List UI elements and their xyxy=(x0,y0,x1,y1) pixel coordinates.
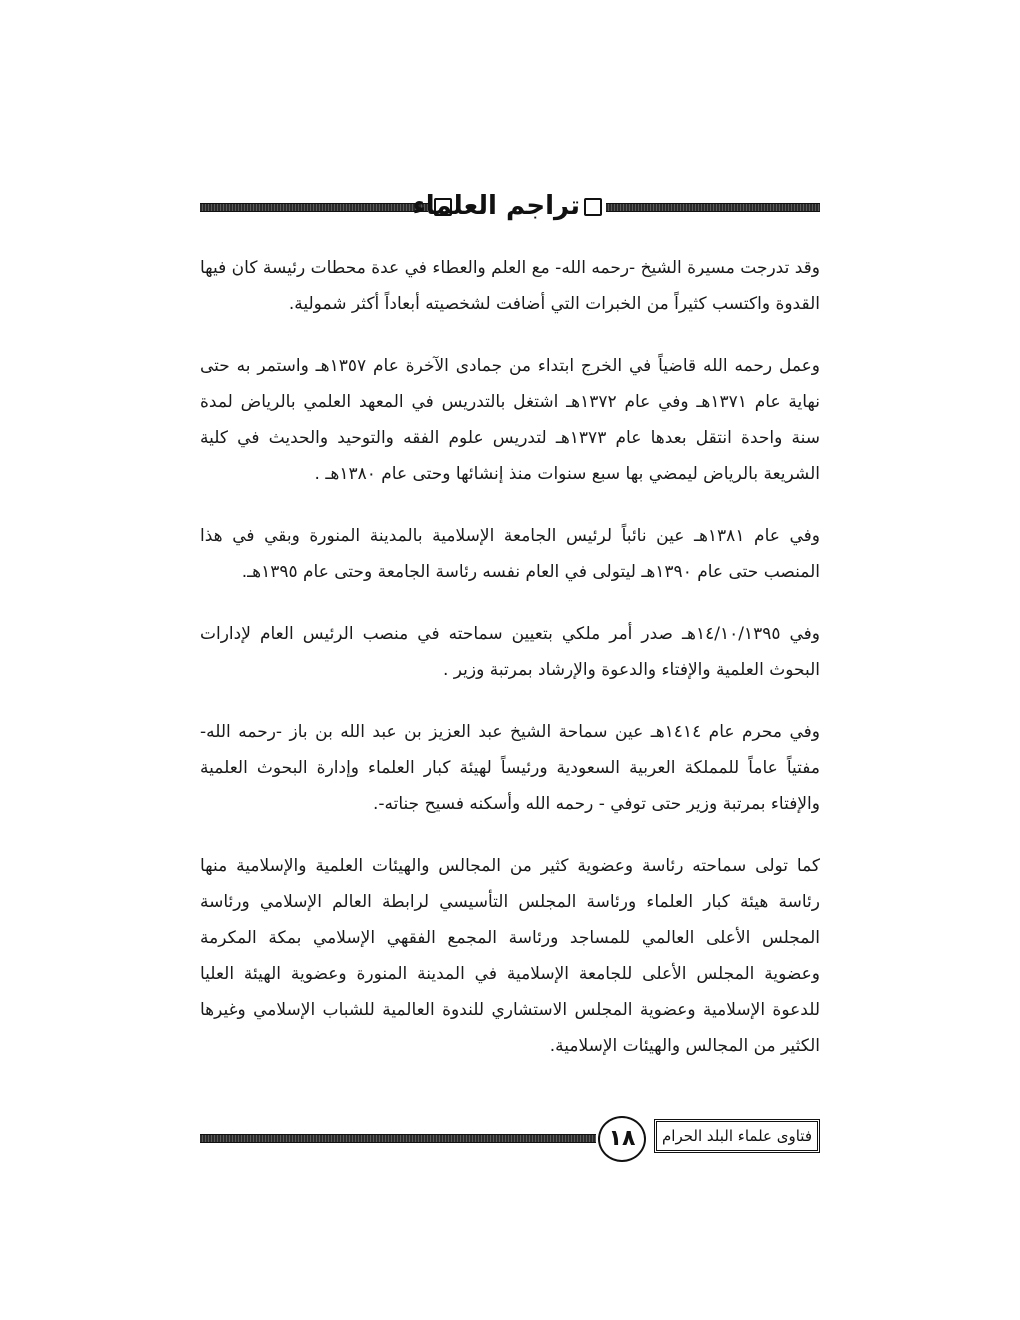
header-rule-right xyxy=(606,203,820,212)
paragraph: وفي عام ١٣٨١هـ عين نائباً لرئيس الجامعة الإسلامية بالمدينة المنورة وبقي في هذا المنصب حتى عام ١٣٩٠هـ ليتولى في العام نفسه رئاسة الجامعة وحتى عام ١٣٩٥هـ. xyxy=(200,526,820,582)
page-number: ١٨ xyxy=(598,1116,646,1162)
footer-rule xyxy=(200,1134,596,1143)
paragraph: كما تولى سماحته رئاسة وعضوية كثير من المجالس والهيئات العلمية والإسلامية منها رئاسة هيئة كبار العلماء ورئاسة المجلس التأسيسي لرابطة العالم الإسلامي ورئاسة المجلس الأعلى العالمي للمساجد ورئاسة المجمع الفقهي الإسلامي بمكة المكرمة وعضوية المجلس الأعلى للجامعة الإسلامية في المدينة المنورة وعضوية الهيئة العليا للدعوة الإسلامية وعضوية المجلس الاستشاري للندوة العالمية للشباب الإسلامي وغيرها الكثير من المجالس والهيئات الإسلامية. xyxy=(200,856,820,1056)
page-footer xyxy=(200,1116,820,1162)
body-text xyxy=(200,250,820,1090)
paragraph: وقد تدرجت مسيرة الشيخ -رحمه الله- مع العلم والعطاء في عدة محطات رئيسة كان فيها القدوة واكتسب كثيراً من الخبرات التي أضافت لشخصيته أبعاداً أكثر شمولية. xyxy=(200,258,820,314)
paragraph: وفي محرم عام ١٤١٤هـ عين سماحة الشيخ عبد العزيز بن عبد الله بن باز -رحمه الله- مفتياً عاماً للمملكة العربية السعودية ورئيساً لهيئة كبار العلماء وإدارة البحوث العلمية والإفتاء بمرتبة وزير حتى توفي - رحمه الله وأسكنه فسيح جناته-. xyxy=(200,722,820,814)
page-header xyxy=(200,186,820,226)
section-title: تراجم العلماء xyxy=(412,191,580,221)
book-title: فتاوى علماء البلد الحرام xyxy=(654,1119,820,1153)
paragraph: وفي ١٤/١٠/١٣٩٥هـ صدر أمر ملكي بتعيين سماحته في منصب الرئيس العام لإدارات البحوث العلمية والإفتاء والدعوة والإرشاد بمرتبة وزير . xyxy=(200,624,820,680)
paragraph: وعمل رحمه الله قاضياً في الخرج ابتداء من جمادى الآخرة عام ١٣٥٧هـ واستمر به حتى نهاية عام ١٣٧١هـ وفي عام ١٣٧٢هـ اشتغل بالتدريس في المعهد العلمي بالرياض لمدة سنة واحدة انتقل بعدها عام ١٣٧٣هـ لتدريس علوم الفقه والتوحيد والحديث في كلية الشريعة بالرياض ليمضي بها سبع سنوات منذ إنشائها وحتى عام ١٣٨٠هـ . xyxy=(200,356,821,484)
header-square-right xyxy=(584,198,602,216)
header-rule-left xyxy=(200,203,428,212)
